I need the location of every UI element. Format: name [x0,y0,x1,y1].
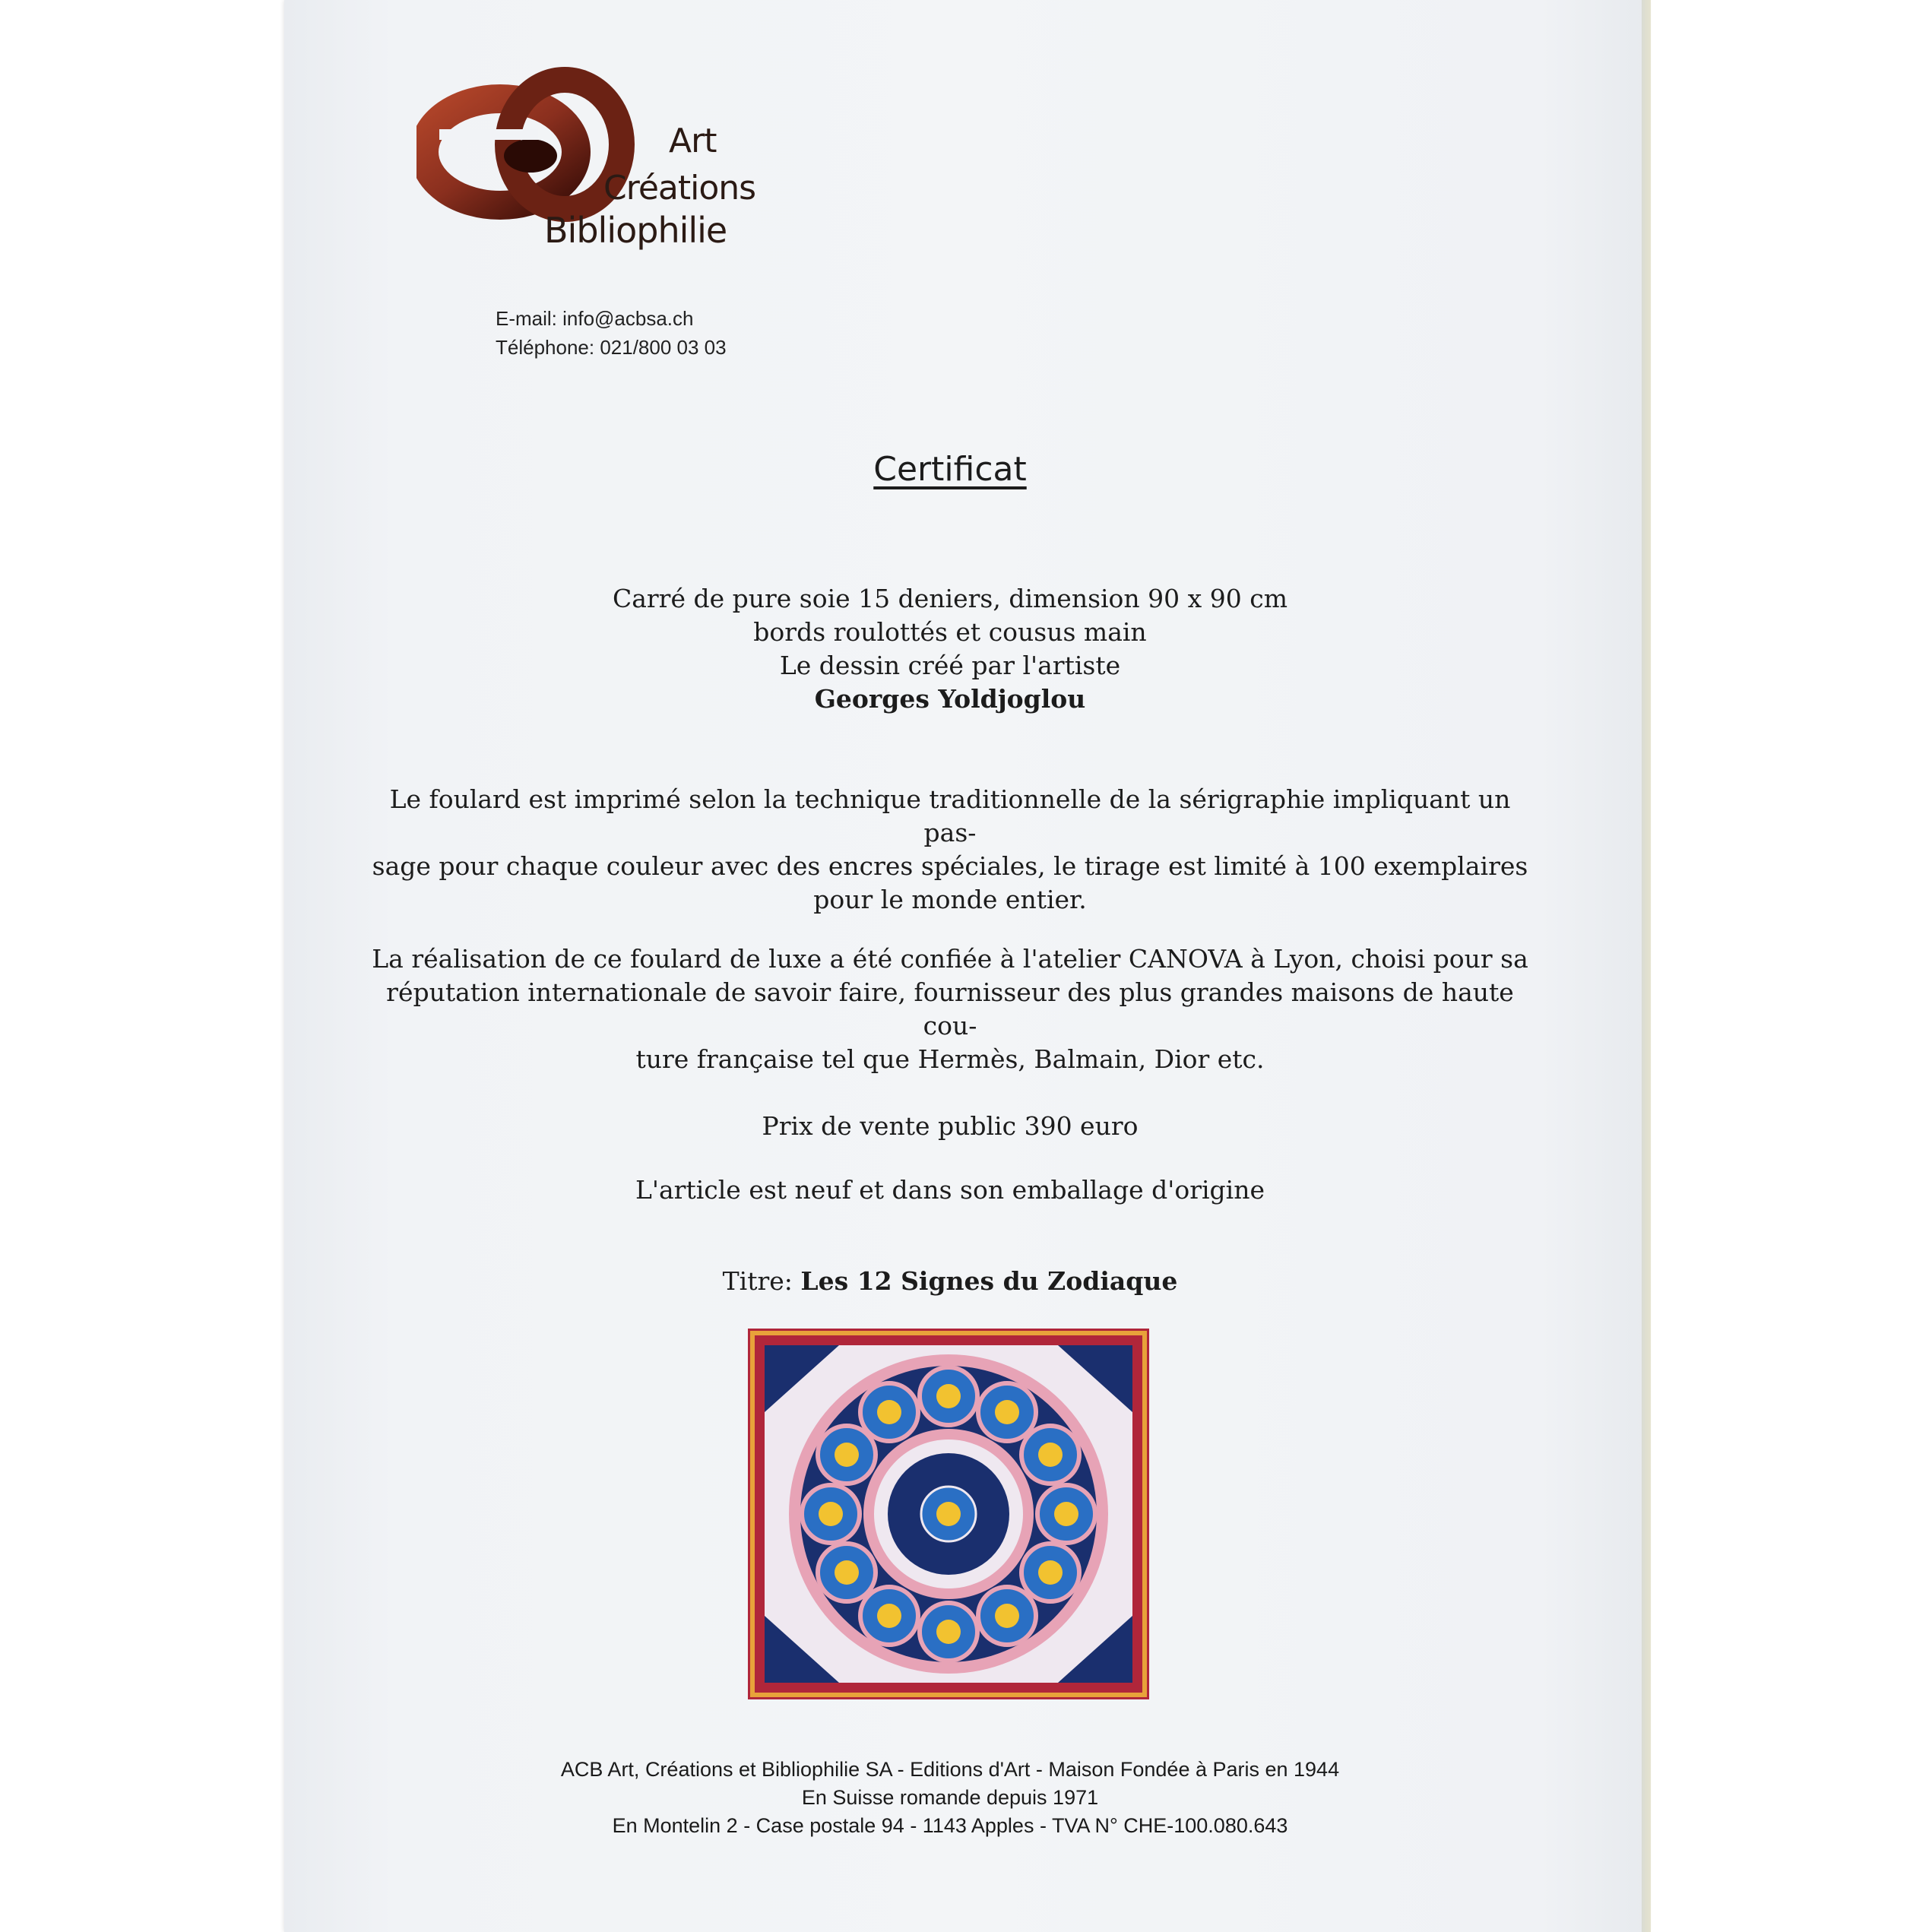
p2-line-3: ture française tel que Hermès, Balmain, Dior etc. [635,1044,1265,1074]
footer-line-3: En Montelin 2 - Case postale 94 - 1143 Apples - TVA N° CHE-100.080.643 [612,1814,1288,1837]
specs-block [365,582,1535,716]
p2-line-2: réputation internationale de savoir faire, fournisseur des plus grandes maisons de haute cou- [386,977,1514,1040]
scarf-photo [748,1329,1149,1699]
footer-line-1: ACB Art, Créations et Bibliophilie SA - Editions d'Art - Maison Fondée à Paris en 1944 [560,1758,1340,1781]
atelier-paragraph [365,942,1535,1076]
title-value: Les 12 Signes du Zodiaque [800,1266,1178,1296]
condition-line: L'article est neuf et dans son emballage d'origine [635,1175,1265,1205]
title-line [365,1266,1535,1296]
logo-line-art: Art [669,122,717,160]
artist-name: Georges Yoldjoglou [814,684,1086,714]
p1-line-3: pour le monde entier. [813,885,1087,914]
specs-line-3: Le dessin créé par l'artiste [779,651,1121,680]
technique-paragraph [365,783,1535,917]
contact-block [496,304,727,362]
title-label: Titre: [722,1266,793,1296]
footer-line-2: En Suisse romande depuis 1971 [801,1786,1099,1809]
logo-line-bibliophilie: Bibliophilie [544,210,727,251]
page-title: Certificat [873,450,1027,489]
specs-line-1: Carré de pure soie 15 deniers, dimension 90 x 90 cm [612,584,1288,613]
phone-line: Téléphone: 021/800 03 03 [496,336,727,359]
price-line: Prix de vente public 390 euro [762,1111,1139,1141]
p2-line-1: La réalisation de ce foulard de luxe a été confiée à l'atelier CANOVA à Lyon, choisi pour sa [372,944,1528,974]
p1-line-2: sage pour chaque couleur avec des encres spéciales, le tirage est limité à 100 exemplaires [372,851,1528,881]
email-line: E-mail: info@acbsa.ch [496,307,694,330]
paper-edge [1642,0,1651,1932]
p1-line-1: Le foulard est imprimé selon la technique traditionnelle de la sérigraphie impliquant un pas- [389,784,1511,847]
logo-line-creations: Créations [603,169,756,207]
footer [426,1756,1474,1840]
specs-line-2: bords roulottés et cousus main [753,617,1147,647]
